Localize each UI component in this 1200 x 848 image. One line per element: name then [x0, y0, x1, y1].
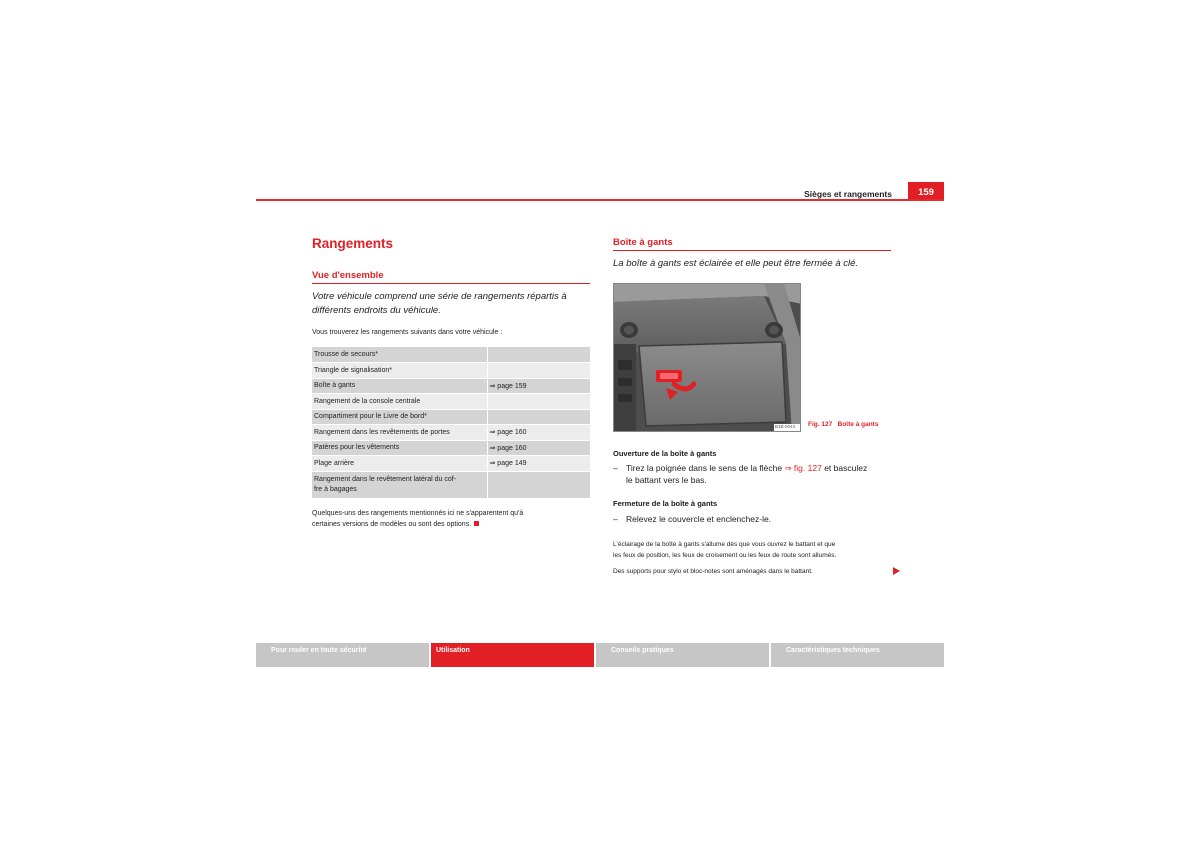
storage-item: Patères pour les vêtements: [312, 440, 487, 456]
storage-page-ref[interactable]: ⇒ page 160: [487, 425, 590, 441]
table-row: [312, 394, 590, 410]
end-of-section-icon: [474, 521, 479, 526]
glovebox-heading-rule: [613, 250, 891, 251]
figure-caption: [808, 421, 878, 428]
storage-item: Trousse de secours*: [312, 347, 487, 363]
section-heading-overview: Vue d'ensemble: [312, 270, 384, 281]
overview-intro: Vous trouverez les rangements suivants dans votre véhicule :: [312, 329, 503, 336]
closing-heading: Fermeture de la boîte à gants: [613, 499, 718, 508]
opening-step-text: [626, 462, 867, 486]
storage-page-ref: [487, 471, 590, 498]
figure-link[interactable]: ⇒ fig. 127: [784, 463, 822, 473]
step-dash: –: [613, 514, 618, 524]
storage-table: [312, 347, 590, 499]
lighting-line2: les feux de position, les feux de croisement ou les feux de route sont allumés.: [613, 551, 837, 559]
opening-step-part2: et basculez: [821, 463, 868, 473]
table-row: [312, 378, 590, 394]
storage-page-ref: [487, 394, 590, 410]
overview-heading-rule: [312, 283, 590, 284]
table-row: [312, 425, 590, 441]
section-heading-glovebox: Boîte à gants: [613, 237, 673, 248]
storage-item: Rangement dans les revêtements de portes: [312, 425, 487, 441]
glovebox-lead: La boîte à gants est éclairée et elle peut être fermée à clé.: [613, 258, 859, 269]
storage-item-line1: Rangement dans le revêtement latéral du cof-: [314, 475, 457, 483]
footer-nav: [256, 643, 944, 667]
page-title: Rangements: [312, 236, 394, 251]
tab-technical-data[interactable]: Caractéristiques techniques: [771, 643, 944, 667]
figure-code: B1B-0043: [774, 424, 795, 429]
storage-page-ref: [487, 347, 590, 363]
supports-paragraph: Des supports pour stylo et bloc-notes sont aménagés dans le battant.: [613, 568, 813, 575]
figure-title: Boîte à gants: [837, 421, 879, 428]
options-note-line1: Quelques-uns des rangements mentionnés ici ne s'apparentent qu'à: [312, 510, 524, 517]
storage-item-line2: fre à bagages: [314, 485, 357, 493]
page-number: 159: [908, 182, 944, 201]
header-rule: [256, 199, 944, 201]
storage-item: Boîte à gants: [312, 378, 487, 394]
table-row: [312, 409, 590, 425]
table-row: [312, 440, 590, 456]
storage-page-ref[interactable]: ⇒ page 149: [487, 456, 590, 472]
closing-step-text: Relevez le couvercle et enclenchez-le.: [626, 514, 772, 524]
options-note-line2: certaines versions de modèles ou sont des options.: [312, 521, 472, 528]
storage-item: Compartiment pour le Livre de bord*: [312, 409, 487, 425]
options-note: [312, 508, 523, 530]
storage-item: Plage arrière: [312, 456, 487, 472]
glovebox-illustration: [614, 284, 801, 432]
table-row: [312, 456, 590, 472]
step-dash: –: [613, 463, 618, 473]
table-row: [312, 347, 590, 363]
opening-step: [613, 462, 903, 485]
lighting-line1: L'éclairage de la boîte à gants s'allume dès que vous ouvrez le battant et que: [613, 541, 836, 548]
glovebox-figure: [613, 283, 801, 432]
lighting-paragraph: [613, 540, 836, 561]
opening-heading: Ouverture de la boîte à gants: [613, 449, 717, 458]
figure-number: Fig. 127: [808, 421, 833, 428]
table-row: [312, 471, 590, 498]
storage-item: [312, 471, 487, 498]
storage-page-ref[interactable]: ⇒ page 159: [487, 378, 590, 394]
tab-practical-tips[interactable]: Conseils pratiques: [596, 643, 769, 667]
tab-operation[interactable]: Utilisation: [431, 643, 594, 667]
storage-item: Rangement de la console centrale: [312, 394, 487, 410]
storage-page-ref: [487, 409, 590, 425]
closing-step: [613, 513, 903, 525]
opening-step-line2: le battant vers le bas.: [626, 475, 707, 485]
tab-safety[interactable]: Pour rouler en toute sécurité: [256, 643, 429, 667]
storage-page-ref: [487, 363, 590, 379]
continue-arrow-icon: [893, 567, 900, 575]
table-row: [312, 363, 590, 379]
storage-item: Triangle de signalisation*: [312, 363, 487, 379]
storage-page-ref[interactable]: ⇒ page 160: [487, 440, 590, 456]
section-title: Sièges et rangements: [804, 189, 892, 199]
overview-lead: Votre véhicule comprend une série de rangements répartis à différents endroits du véhicule.: [312, 291, 567, 316]
opening-step-part1: Tirez la poignée dans le sens de la flèche: [626, 463, 785, 473]
